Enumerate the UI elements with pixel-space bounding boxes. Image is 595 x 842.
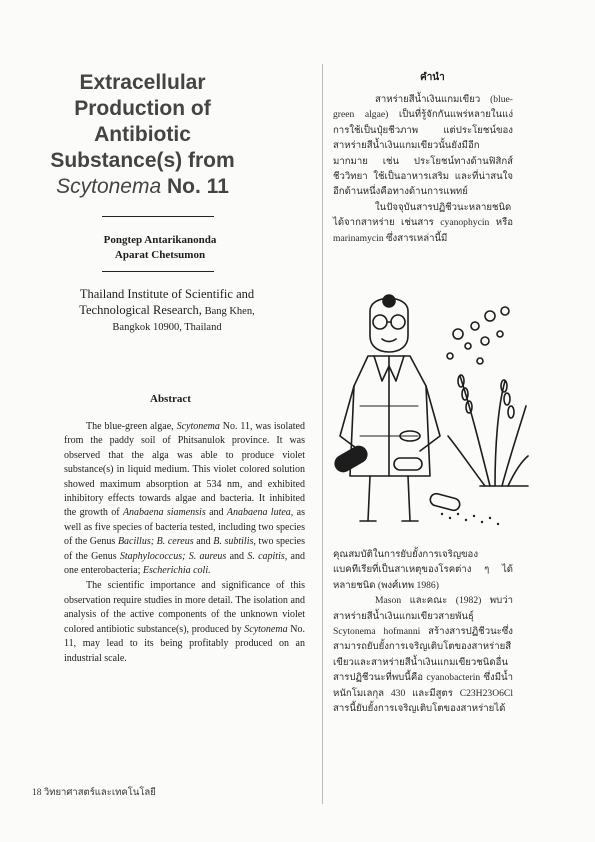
- title-line: Antibiotic: [94, 123, 191, 146]
- thai-paragraph: Mason และคณะ (1982) พบว่าสาหร่ายสีน้ำเงินแกมเขียวสายพันธุ์ Scytonema hofmanni สร้างสารปฏิชีวนะซึ่งสามารถยับยั้งการเจริญเติบโตของสาหร่ายสีเขียวและสาหร่ายสีน้ำเงินแกมเขียวชนิดอื่น สารปฏิชีวนะที่พบนี้คือ cyanobacterin ซึ่งมีน้ำหนักโมเลกุล 430 และมีสูตร C23H23O6Cl สารนี้ยับยั้งการเจริญเติบโตของสาหร่ายได้: [333, 595, 513, 715]
- text-run: No. 11, was isolated from the paddy soil of Phitsanulok province. It was observed that the alga was able to produce violet substance(s) in liquid medium. This violet colored solution showed maximum absorption at 534 nm, and exhibited inhibitory effects towards algae and bacteria. It inhibited the growth of: [64, 421, 305, 519]
- text-run: The scientific importance and significance of this observation require studies in more detail. The isolation and analysis of the active components of the unknown violet colored antibiotic substance(s), produced by: [64, 580, 305, 635]
- text-run: No. 11, may lead to its being profitably produced on an industrial scale.: [64, 623, 305, 664]
- italic-term: Anabaena lutea,: [226, 507, 294, 519]
- abstract-paragraph: [64, 579, 305, 665]
- thai-paragraph: สาหร่ายสีน้ำเงินแกมเขียว (blue-green algae) เป็นที่รู้จักกันแพร่หลายในแง่การใช้เป็นปุ๋ยชีวภาพ แต่ประโยชน์ของสาหร่ายสีน้ำเงินแกมเขียวนั้นยังมีอีกมากมาย เช่น ประโยชน์ทางด้านฟิสิกส์ชีววิทยา ใช้เป็นอาหารเสริม และที่น่าสนใจอีกด้านหนึ่งคือทางด้านการแพทย์: [333, 94, 513, 198]
- title-rule: [102, 216, 214, 217]
- author-name: Aparat Chetsumon: [114, 249, 206, 261]
- text-run: as well as five species of bacteria tested, including two species of the Genus: [64, 507, 305, 548]
- title-genus: Scytonema: [56, 175, 162, 198]
- text-run: and: [205, 507, 227, 519]
- italic-term: Escherichia coli.: [142, 565, 211, 577]
- title-line: Substance(s) from: [50, 149, 235, 172]
- affiliation-line: [52, 302, 282, 320]
- author-name: Pongtep Antarikanonda: [103, 234, 217, 246]
- column-divider: [322, 64, 323, 804]
- thai-text-lower: [333, 547, 513, 716]
- title-line: Production of: [74, 97, 211, 120]
- abstract-paragraph: [64, 420, 305, 578]
- italic-term: Bacillus; B. cereus: [117, 536, 194, 548]
- title-line: Extracellular: [79, 71, 206, 94]
- thai-paragraph: ในปัจจุบันสารปฏิชีวนะหลายชนิดได้จากสาหร่าย เช่นสาร cyanophycin หรือ marinamycin ซึ่งสารเหล่านี้มี: [333, 201, 513, 244]
- italic-term: Anabaena siamensis: [122, 507, 206, 519]
- italic-term: Scytonema: [176, 421, 220, 432]
- scientist-illustration: [330, 286, 530, 531]
- article-title: [40, 70, 245, 200]
- italic-term: S. capitis,: [247, 550, 288, 562]
- title-line: [40, 174, 245, 200]
- affiliation-line: Thailand Institute of Scientific and: [79, 287, 255, 301]
- title-number: No. 11: [161, 175, 229, 198]
- thai-section-heading: คำนำ: [420, 72, 445, 83]
- italic-term: B. subtilis,: [213, 536, 256, 548]
- affiliation-district: Bang Khen,: [201, 306, 255, 317]
- abstract-body: [64, 420, 305, 666]
- thai-paragraph: คุณสมบัติในการยับยั้งการเจริญของแบคทีเรียที่เป็นสาเหตุของโรคต่าง ๆ ได้หลายชนิด (พงศ์เทพ 1986): [333, 549, 513, 591]
- authors-rule: [102, 271, 214, 272]
- abstract-heading: Abstract: [150, 393, 191, 405]
- affiliation: [52, 286, 282, 336]
- italic-term: Staphylococcus; S. aureus: [119, 550, 227, 562]
- text-run: two species of the Genus: [64, 536, 305, 562]
- affiliation-city: Bangkok 10900, Thailand: [112, 322, 222, 333]
- author-list: [60, 233, 260, 263]
- text-run: and one enterobacteria;: [64, 550, 305, 577]
- italic-term: Scytonema: [244, 623, 288, 635]
- text-run: and: [226, 550, 248, 562]
- thai-text-upper: [333, 92, 513, 246]
- text-run: and: [193, 536, 214, 548]
- affiliation-institute: Technological Research,: [79, 303, 202, 317]
- page-footer: 18 วิทยาศาสตร์และเทคโนโลยี: [32, 788, 156, 798]
- text-run: The blue-green algae,: [86, 421, 177, 432]
